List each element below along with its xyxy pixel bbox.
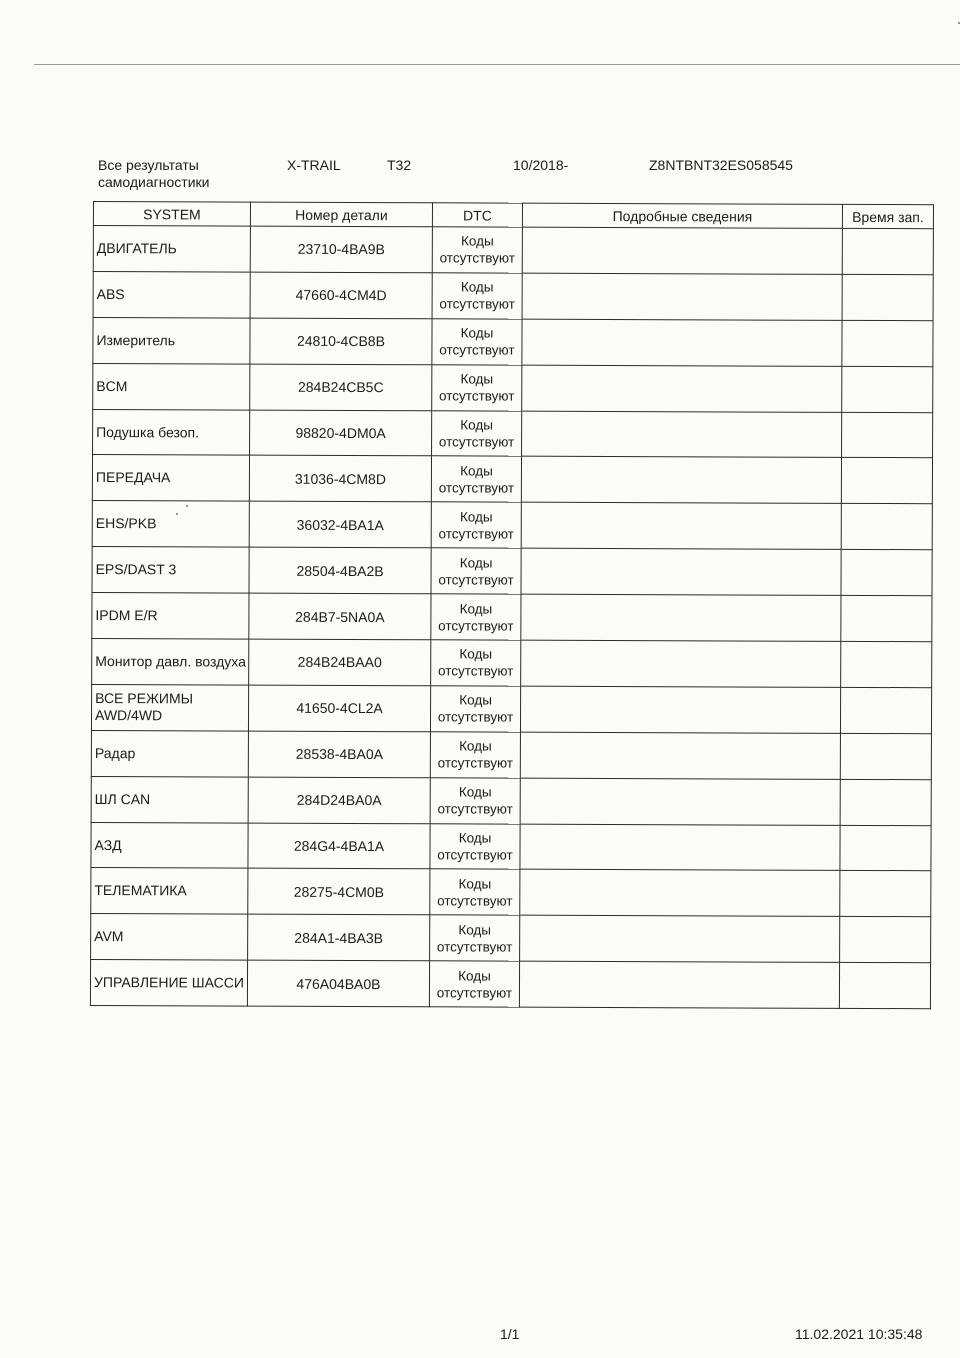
table-row [92, 547, 932, 596]
details-cell [520, 686, 840, 733]
part-number-cell: 284B24CB5C [250, 364, 432, 411]
time-cell [840, 917, 931, 963]
details-cell [521, 502, 841, 549]
details-cell [522, 319, 842, 366]
table-row [93, 317, 933, 366]
time-cell [840, 687, 931, 733]
part-number-cell: 23710-4BA9B [250, 226, 432, 273]
table-row [92, 501, 932, 550]
dtc-cell: Коды отсутствуют [431, 640, 521, 686]
production-date: 10/2018- [513, 157, 569, 173]
part-number-cell: 284G4-4BA1A [248, 823, 430, 870]
part-number-cell: 98820-4DM0A [250, 410, 432, 457]
dtc-cell: Коды отсутствуют [430, 823, 520, 869]
system-cell: AVM [91, 914, 248, 960]
details-cell [521, 457, 841, 504]
vehicle-code: T32 [387, 157, 412, 173]
scan-speck [176, 513, 178, 515]
time-cell [841, 504, 932, 550]
table-row [90, 960, 930, 1009]
details-cell [522, 365, 842, 412]
dtc-cell: Коды отсутствуют [431, 594, 521, 640]
table-header-row [93, 202, 933, 229]
details-cell [521, 640, 841, 687]
details-cell [520, 778, 840, 825]
column-header-details: Подробные сведения [522, 203, 842, 228]
column-header-dtc: DTC [432, 203, 522, 227]
table-row [93, 226, 933, 275]
table-row [92, 639, 932, 688]
time-cell [841, 458, 932, 504]
system-cell: EHS/PKB [92, 501, 249, 547]
time-cell [842, 412, 933, 458]
part-number-cell: 284B7-5NA0A [249, 593, 431, 640]
column-header-system: SYSTEM [93, 202, 250, 227]
system-cell: ABS [93, 271, 250, 317]
diagnostics-table-wrap [90, 201, 933, 1009]
table-row [92, 455, 932, 504]
table-row [93, 271, 933, 320]
dtc-cell: Коды отсутствуют [432, 319, 522, 365]
details-cell [520, 870, 840, 917]
dtc-cell: Коды отсутствуют [432, 227, 522, 273]
part-number-cell: 36032-4BA1A [249, 501, 431, 548]
page-number: 1/1 [500, 1326, 520, 1342]
table-row [91, 684, 931, 733]
part-number-cell: 284B24BAA0 [249, 639, 431, 686]
system-cell: Подушка безоп. [93, 409, 250, 455]
part-number-cell: 31036-4CM8D [249, 456, 431, 503]
part-number-cell: 476A04BA0B [247, 960, 429, 1007]
table-row [91, 776, 931, 825]
part-number-cell: 284D24BA0A [248, 777, 430, 824]
part-number-cell: 28275-4CM0B [248, 869, 430, 916]
time-cell [840, 779, 931, 825]
system-cell: Измеритель [93, 317, 250, 363]
time-cell [840, 825, 931, 871]
part-number-cell: 28504-4BA2B [249, 547, 431, 594]
details-cell [522, 411, 842, 458]
page-top-rule [34, 64, 960, 65]
time-cell [840, 733, 931, 779]
dtc-cell: Коды отсутствуют [430, 869, 520, 915]
part-number-cell: 284A1-4BA3B [248, 914, 430, 961]
table-row [92, 593, 932, 642]
diagnostics-table [90, 201, 934, 1009]
dtc-cell: Коды отсутствуют [432, 273, 522, 319]
details-cell [519, 961, 839, 1008]
report-title: Все результаты самодиагностики [98, 157, 210, 190]
details-cell [521, 594, 841, 641]
table-row [93, 363, 933, 412]
dtc-cell: Коды отсутствуют [432, 410, 522, 456]
dtc-cell: Коды отсутствуют [431, 456, 521, 502]
table-body [90, 226, 933, 1009]
dtc-cell: Коды отсутствуют [430, 915, 520, 961]
details-cell [521, 548, 841, 595]
vin-number: Z8NTBNT32ES058545 [649, 157, 793, 173]
dtc-cell: Коды отсутствуют [430, 686, 520, 732]
details-cell [520, 916, 840, 963]
table-row [93, 409, 933, 458]
dtc-cell: Коды отсутствуют [432, 364, 522, 410]
time-cell [840, 871, 931, 917]
column-header-time: Время зап. [842, 204, 933, 228]
system-cell: BCM [93, 363, 250, 409]
vehicle-model: X-TRAIL [287, 157, 341, 173]
system-cell: ПЕРЕДАЧА [92, 455, 249, 501]
system-cell: Монитор давл. воздуха [92, 639, 249, 685]
time-cell [842, 320, 933, 366]
column-header-part-number: Номер детали [250, 202, 432, 227]
dtc-cell: Коды отсутствуют [429, 961, 519, 1007]
system-cell: ВСЕ РЕЖИМЫ AWD/4WD [91, 684, 248, 730]
system-cell: АЗД [91, 822, 248, 868]
system-cell: УПРАВЛЕНИЕ ШАССИ [90, 960, 247, 1006]
time-cell [841, 550, 932, 596]
table-row [91, 868, 931, 917]
details-cell [520, 732, 840, 779]
table-row [91, 730, 931, 779]
scan-speck [186, 505, 188, 507]
table-row [91, 914, 931, 963]
part-number-cell: 47660-4CM4D [250, 272, 432, 319]
time-cell [841, 596, 932, 642]
system-cell: ТЕЛЕМАТИКА [91, 868, 248, 914]
part-number-cell: 28538-4BA0A [248, 731, 430, 778]
system-cell: Радар [91, 730, 248, 776]
details-cell [520, 824, 840, 871]
table-row [91, 822, 931, 871]
details-cell [522, 227, 842, 274]
system-cell: EPS/DAST 3 [92, 547, 249, 593]
print-timestamp: 11.02.2021 10:35:48 [795, 1326, 923, 1342]
details-cell [522, 273, 842, 320]
part-number-cell: 41650-4CL2A [248, 685, 430, 732]
time-cell [839, 963, 930, 1009]
system-cell: IPDM E/R [92, 593, 249, 639]
dtc-cell: Коды отсутствуют [431, 548, 521, 594]
dtc-cell: Коды отсутствуют [430, 732, 520, 778]
time-cell [842, 228, 933, 274]
system-cell: ШЛ CAN [91, 776, 248, 822]
dtc-cell: Коды отсутствуют [431, 502, 521, 548]
time-cell [842, 274, 933, 320]
time-cell [842, 366, 933, 412]
dtc-cell: Коды отсутствуют [430, 777, 520, 823]
part-number-cell: 24810-4CB8B [250, 318, 432, 365]
time-cell [841, 641, 932, 687]
system-cell: ДВИГАТЕЛЬ [93, 226, 250, 272]
